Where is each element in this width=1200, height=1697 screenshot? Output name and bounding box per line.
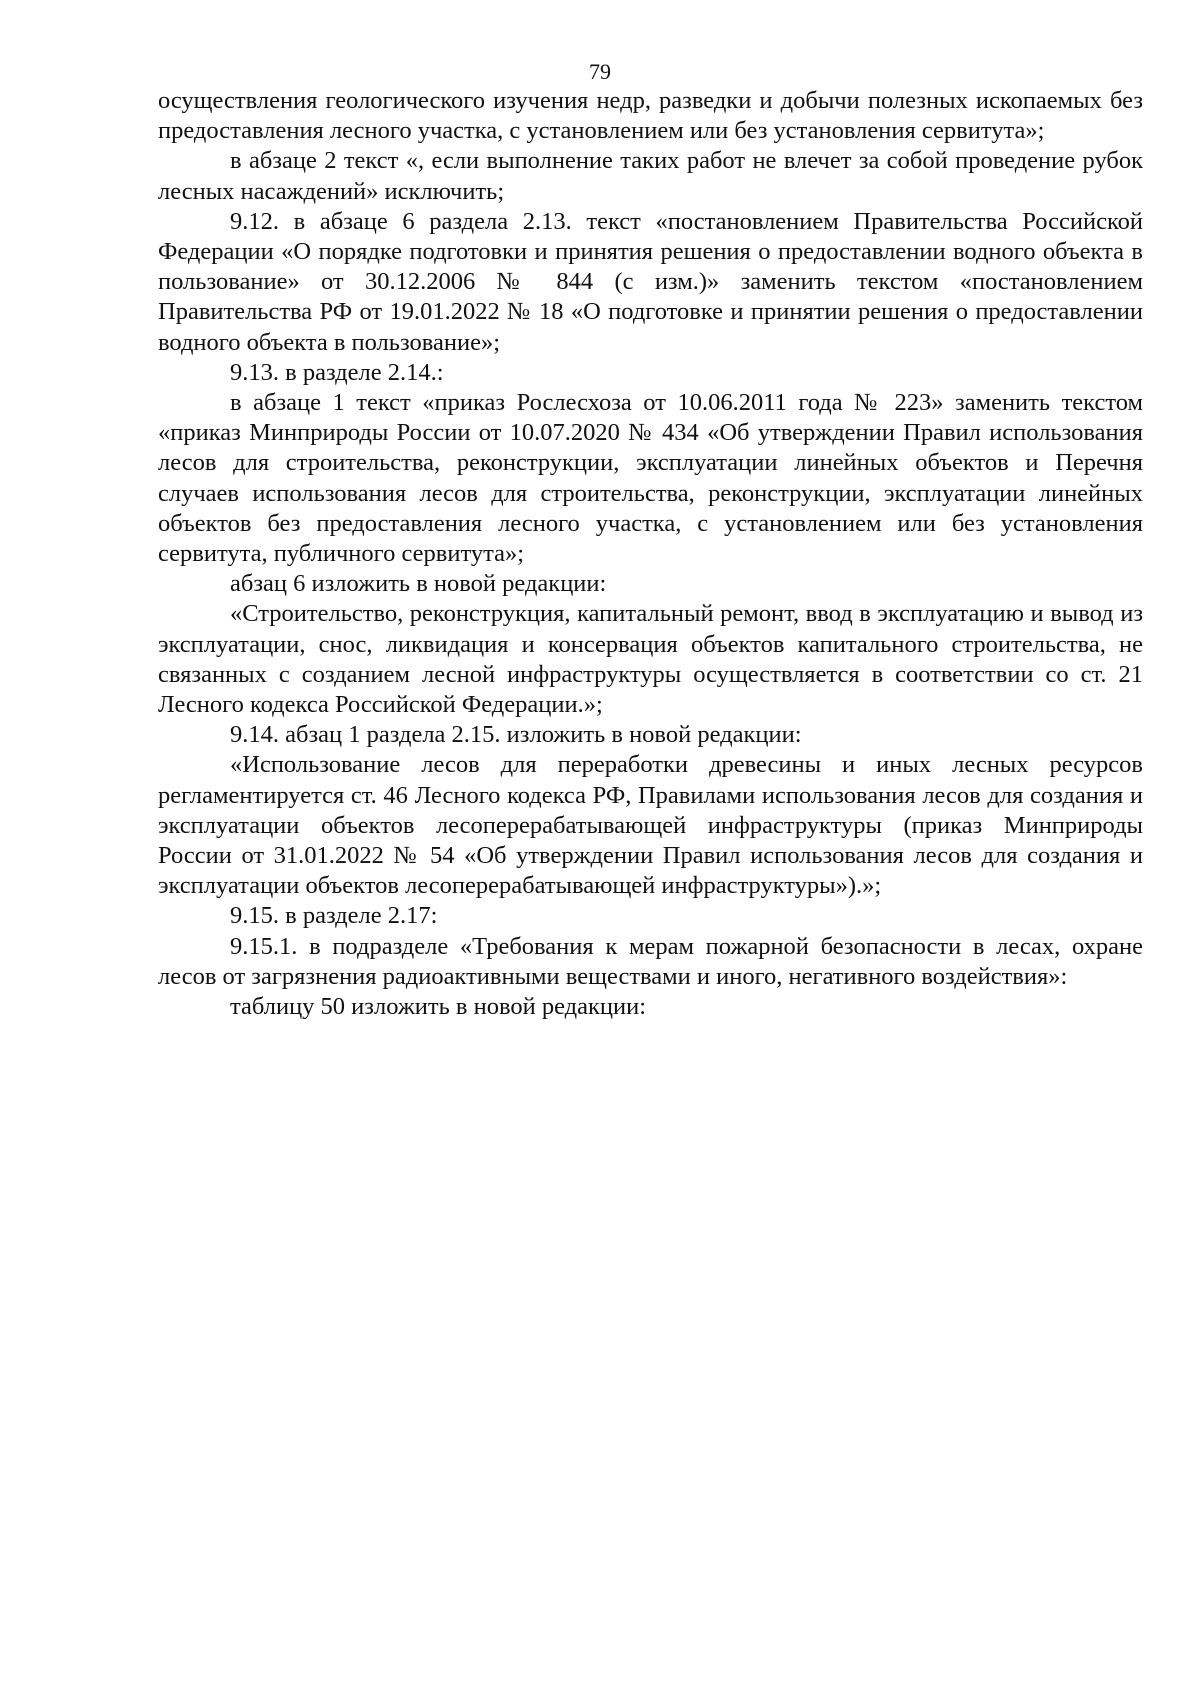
paragraph-11: 9.15.1. в подразделе «Требования к мерам пожарной безопасности в лесах, охране лесов от загрязнения радиоактивными веществами и иного, негативного воздействия»:: [158, 932, 1143, 990]
paragraph-1: осуществления геологического изучения недр, разведки и добычи полезных ископаемых без предоставления лесного участка, с установлением или без установления сервитута»;: [158, 87, 1143, 145]
paragraph-4: 9.13. в разделе 2.14.:: [230, 358, 444, 386]
paragraph-8: 9.14. абзац 1 раздела 2.15. изложить в новой редакции:: [230, 721, 802, 749]
paragraph-2: в абзаце 2 текст «, если выполнение таких работ не влечет за собой проведение рубок лесных насаждений» исключить;: [158, 147, 1143, 205]
paragraph-6: абзац 6 изложить в новой редакции:: [230, 570, 607, 598]
paragraph-3: 9.12. в абзаце 6 раздела 2.13. текст «постановлением Правительства Российской Федерации «О порядке подготовки и принятия решения о предоставлении водного объекта в пользование» от 30.12.2006 № 844 (с изм.)» заменить текстом «постановлением Правительства РФ от 19.01.2022 № 18 «О подготовке и принятии решения о предоставлении водного объекта в пользование»;: [158, 207, 1143, 356]
paragraph-10: 9.15. в разделе 2.17:: [230, 902, 438, 930]
paragraph-7: «Строительство, реконструкция, капитальный ремонт, ввод в эксплуатацию и вывод из эксплуатации, снос, ликвидация и консервация объектов капитального строительства, не связанных с созданием лесной инфраструктуры осуществляется в соответствии со ст. 21 Лесного кодекса Российской Федерации.»;: [158, 600, 1143, 719]
paragraph-12: таблицу 50 изложить в новой редакции:: [230, 993, 647, 1021]
paragraph-5: в абзаце 1 текст «приказ Рослесхоза от 10.06.2011 года № 223» заменить текстом «приказ Минприроды России от 10.07.2020 № 434 «Об утверждении Правил использования лесов для строительства, реконструкции, эксплуатации линейных объектов и Перечня случаев использования лесов для строительства, реконструкции, эксплуатации линейных объектов без предоставления лесного участка, с установлением или без установления сервитута, публичного сервитута»;: [158, 389, 1143, 568]
page-number: 79: [589, 59, 611, 84]
document-body: [158, 86, 1143, 1022]
paragraph-9: «Использование лесов для переработки древесины и иных лесных ресурсов регламентируется ст. 46 Лесного кодекса РФ, Правилами использования лесов для создания и эксплуатации объектов лесоперерабатывающей инфраструктуры (приказ Минприроды России от 31.01.2022 № 54 «Об утверждении Правил использования лесов для создания и эксплуатации объектов лесоперерабатывающей инфраструктуры»).»;: [158, 751, 1143, 900]
